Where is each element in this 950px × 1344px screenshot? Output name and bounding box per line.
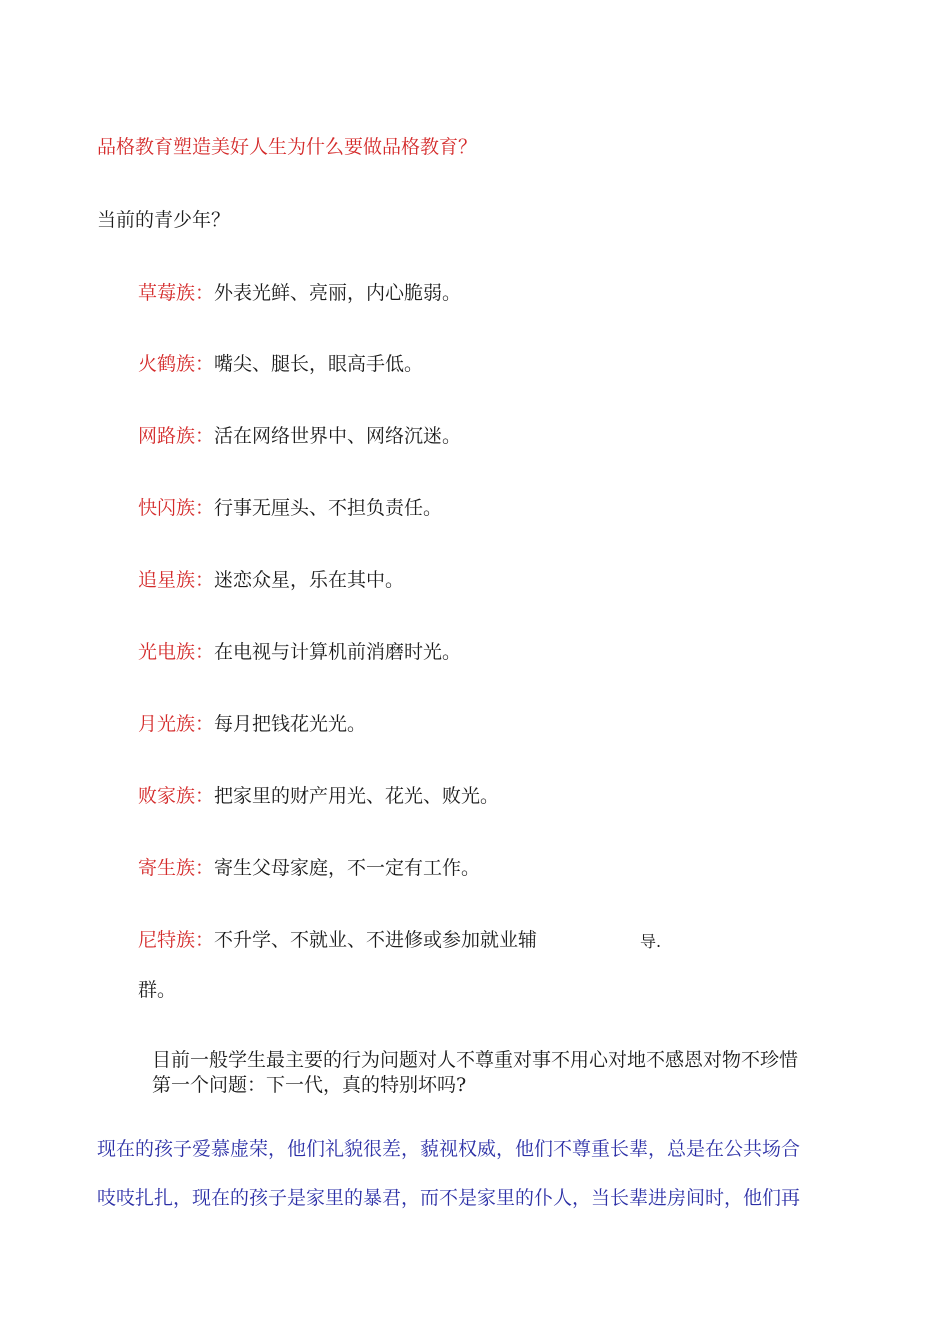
item-tail-fragment: 导. — [640, 932, 662, 951]
item-desc: 寄生父母家庭，不一定有工作。 — [214, 857, 481, 879]
item-term: 尼特族： — [138, 929, 215, 951]
paragraph-line: 第一个问题：下一代，真的特别坏吗? — [152, 1074, 467, 1096]
item-term: 快闪族： — [138, 497, 215, 519]
item-term: 草莓族： — [138, 282, 215, 304]
item-desc: 迷恋众星，乐在其中。 — [214, 569, 405, 591]
list-item — [138, 712, 366, 736]
item-continuation: 群。 — [138, 979, 177, 1001]
list-item — [138, 640, 461, 664]
item-desc: 把家里的财产用光、花光、败光。 — [214, 785, 500, 807]
list-item — [138, 496, 442, 520]
item-desc: 不升学、不就业、不进修或参加就业辅 — [214, 929, 538, 951]
item-term: 光电族： — [138, 641, 215, 663]
item-term: 火鹤族： — [138, 353, 215, 375]
blue-paragraph-line: 现在的孩子爱慕虚荣，他们礼貌很差，藐视权威，他们不尊重长辈，总是在公共场合 — [97, 1138, 801, 1160]
item-desc: 嘴尖、腿长，眼高手低。 — [214, 353, 424, 375]
item-desc: 在电视与计算机前消磨时光。 — [214, 641, 462, 663]
list-item — [138, 784, 499, 808]
item-term: 月光族： — [138, 713, 215, 735]
item-term: 网路族： — [138, 425, 215, 447]
item-desc: 活在网络世界中、网络沉迷。 — [214, 425, 462, 447]
list-item — [138, 424, 461, 448]
item-term: 追星族： — [138, 569, 215, 591]
paragraph-line: 目前一般学生最主要的行为问题对人不尊重对事不用心对地不感恩对物不珍惜 — [152, 1049, 799, 1071]
section-subtitle: 当前的青少年？ — [97, 209, 231, 231]
list-item — [138, 856, 480, 880]
item-term: 败家族： — [138, 785, 215, 807]
item-desc: 外表光鲜、亮丽，内心脆弱。 — [214, 282, 462, 304]
blue-paragraph-line: 吱吱扎扎，现在的孩子是家里的暴君，而不是家里的仆人，当长辈进房间时，他们再 — [97, 1187, 801, 1209]
item-desc: 每月把钱花光光。 — [214, 713, 367, 735]
list-item — [138, 928, 537, 952]
item-term: 寄生族： — [138, 857, 215, 879]
document-title: 品格教育塑造美好人生为什么要做品格教育？ — [97, 136, 478, 158]
list-item — [138, 281, 461, 305]
list-item — [138, 568, 404, 592]
list-item — [138, 352, 423, 376]
item-desc: 行事无厘头、不担负责任。 — [214, 497, 443, 519]
